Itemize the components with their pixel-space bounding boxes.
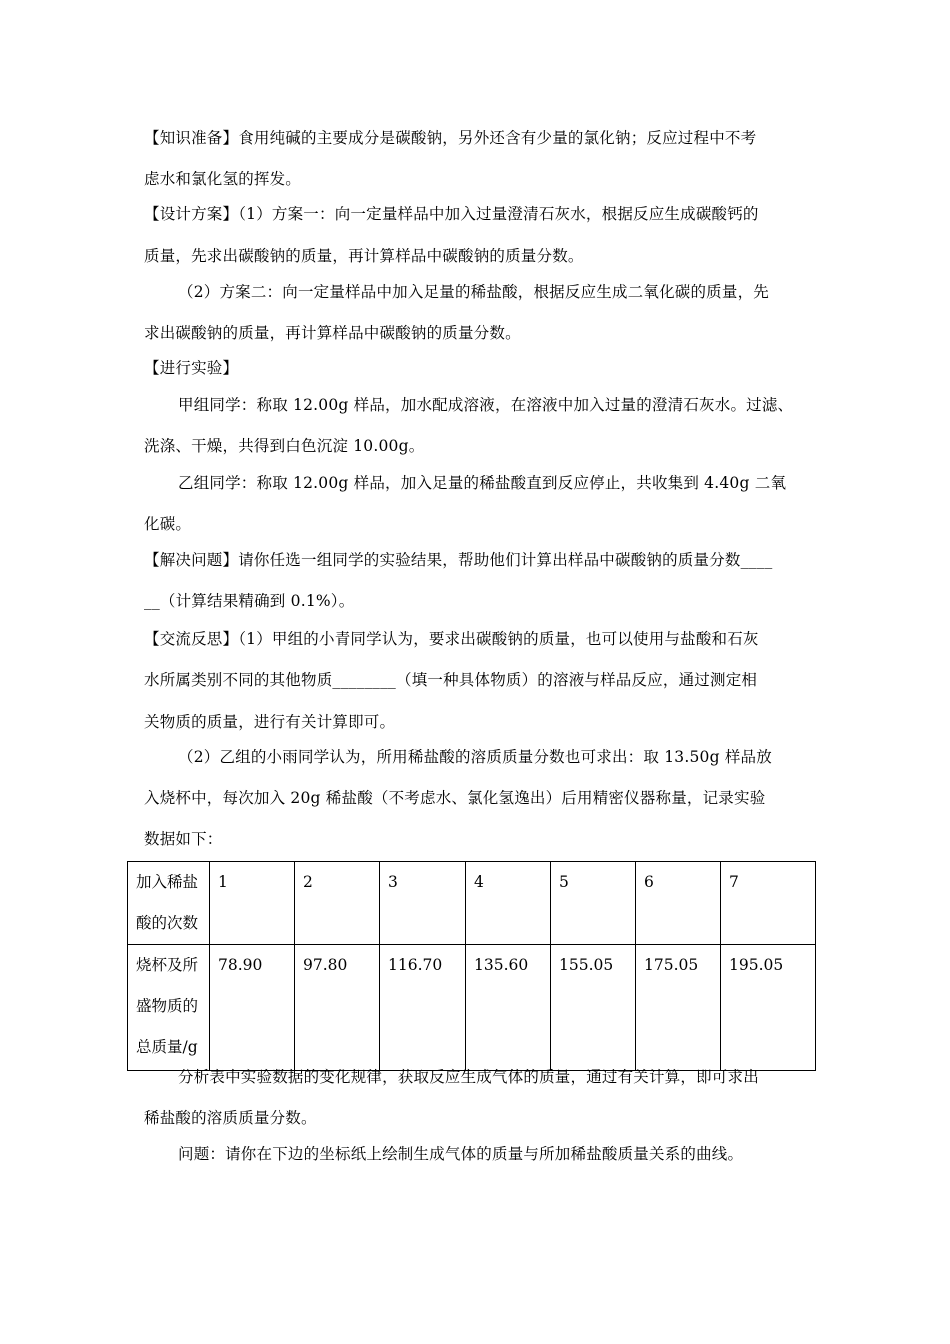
solve-problem-line-2: __（计算结果精确到 0.1%）。: [144, 592, 355, 610]
group-b-reflection-line-3: 数据如下：: [144, 830, 223, 848]
reflection-line-3: 关物质的质量，进行有关计算即可。: [144, 713, 396, 731]
mass-cell: 135.60: [466, 945, 551, 1071]
table-row-masses: [128, 945, 816, 1071]
mass-cell: 78.90: [210, 945, 295, 1071]
total-mass-header: 烧杯及所盛物质的总质量/g: [128, 945, 210, 1071]
solve-problem-line-1: 【解决问题】请你任选一组同学的实验结果，帮助他们计算出样品中碳酸钠的质量分数____: [144, 551, 773, 569]
trial-cell: 1: [210, 862, 295, 945]
trial-cell: 6: [636, 862, 721, 945]
knowledge-prep-line-2: 虑水和氯化氢的挥发。: [144, 170, 302, 188]
trial-count-header: 加入稀盐酸的次数: [128, 862, 210, 945]
mass-cell: 175.05: [636, 945, 721, 1071]
plan-two-line-1: （2）方案二：向一定量样品中加入足量的稀盐酸，根据反应生成二氧化碳的质量，先: [178, 283, 769, 301]
trial-cell: 3: [380, 862, 466, 945]
table-row-trials: [128, 862, 816, 945]
trial-cell: 4: [466, 862, 551, 945]
question-line: 问题：请你在下边的坐标纸上绘制生成气体的质量与所加稀盐酸质量关系的曲线。: [178, 1145, 744, 1163]
reflection-line-1: 【交流反思】（1）甲组的小青同学认为，要求出碳酸钠的质量，也可以使用与盐酸和石灰: [144, 630, 759, 648]
group-b-line-2: 化碳。: [144, 515, 192, 533]
trial-cell: 7: [721, 862, 816, 945]
analysis-line-2: 稀盐酸的溶质质量分数。: [144, 1109, 317, 1127]
trial-cell: 2: [295, 862, 380, 945]
design-plan-line-1: 【设计方案】（1）方案一：向一定量样品中加入过量澄清石灰水，根据反应生成碳酸钙的: [144, 205, 759, 223]
mass-cell: 195.05: [721, 945, 816, 1071]
mass-cell: 116.70: [380, 945, 466, 1071]
mass-cell: 97.80: [295, 945, 380, 1071]
group-b-line-1: 乙组同学：称取 12.00g 样品，加入足量的稀盐酸直到反应停止，共收集到 4.40g 二氧: [178, 474, 787, 492]
experiment-data-table: [127, 861, 816, 1071]
trial-cell: 5: [551, 862, 636, 945]
group-a-line-2: 洗涤、干燥，共得到白色沉淀 10.00g。: [144, 437, 425, 455]
design-plan-line-2: 质量，先求出碳酸钠的质量，再计算样品中碳酸钠的质量分数。: [144, 247, 584, 265]
group-a-line-1: 甲组同学：称取 12.00g 样品，加水配成溶液，在溶液中加入过量的澄清石灰水。过滤、: [178, 396, 794, 414]
experiment-heading: 【进行实验】: [144, 359, 239, 377]
plan-two-line-2: 求出碳酸钠的质量，再计算样品中碳酸钠的质量分数。: [144, 324, 521, 342]
knowledge-prep-line-1: 【知识准备】食用纯碱的主要成分是碳酸钠，另外还含有少量的氯化钠；反应过程中不考: [144, 129, 757, 147]
group-b-reflection-line-1: （2）乙组的小雨同学认为，所用稀盐酸的溶质质量分数也可求出：取 13.50g 样品放: [178, 748, 772, 766]
analysis-line-1: 分析表中实验数据的变化规律，获取反应生成气体的质量，通过有关计算，即可求出: [178, 1068, 759, 1086]
reflection-line-2: 水所属类别不同的其他物质________（填一种具体物质）的溶液与样品反应，通过测定相: [144, 671, 758, 689]
mass-cell: 155.05: [551, 945, 636, 1071]
group-b-reflection-line-2: 入烧杯中，每次加入 20g 稀盐酸（不考虑水、氯化氢逸出）后用精密仪器称量，记录实验: [144, 789, 766, 807]
